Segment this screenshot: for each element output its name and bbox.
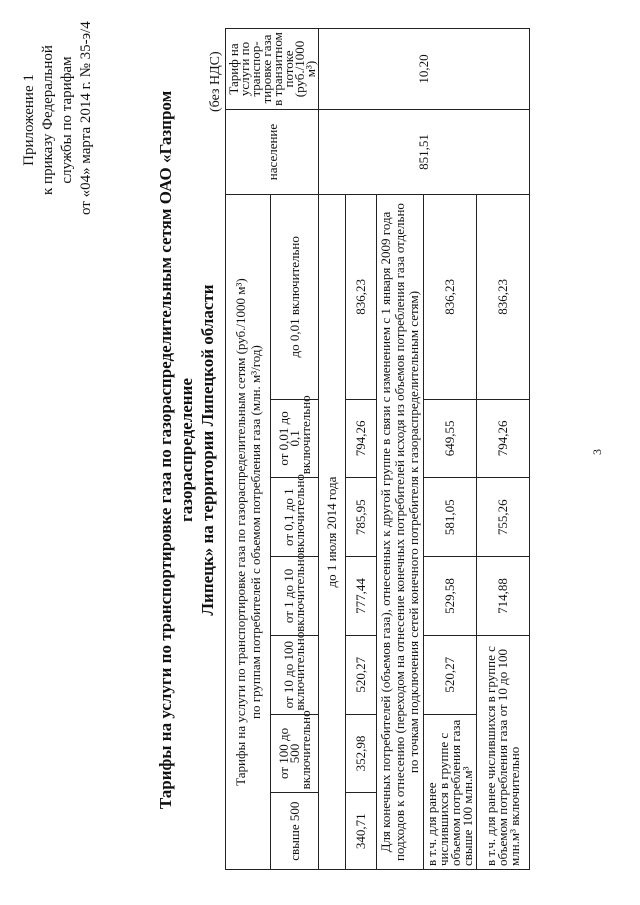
header-transit: Тариф на услуги по транспор-тировке газа в транзитном потоке (руб./1000 м³)	[226, 29, 319, 110]
header-col-over-500: свыше 500	[270, 793, 318, 870]
reclassification-note: Для конечных потребителей (объемов газа), отнесенных к другой группе в связи с изменением с 1 января 2009 года подходов к отнесению (переходом на отнесение конечных потребителей исходя из объемов потребления газа отдельно по точкам подключения сетей конечного потребителя к газораспределительным сетям)	[377, 195, 424, 870]
value-10-100: 520,27	[346, 635, 377, 714]
sub-row-2-value-0.1-1: 755,26	[477, 478, 530, 557]
value-over-500: 340,71	[346, 793, 377, 870]
title-line-1: Тарифы на услуги по транспортировке газа по газораспределительным сетям ОАО «Газпром газораспределение	[156, 90, 196, 810]
annex-line-3: от «04» марта 2014 г. № 35-э/4	[78, 21, 94, 215]
transit-value: 10,20	[319, 29, 530, 110]
header-row-1	[226, 29, 271, 870]
sub-row-2-value-up-to-0.01: 836,23	[477, 195, 530, 399]
tariff-table	[225, 28, 530, 870]
title-line-2: Липецк» на территории Липецкой области	[198, 284, 217, 616]
sub-row-1-value-0.1-1: 581,05	[424, 478, 477, 557]
sub-row-1-value-1-10: 529,58	[424, 557, 477, 636]
page-number: 3	[590, 449, 604, 455]
header-col-1-10: от 1 до 10 включительно	[270, 557, 318, 636]
group-subheader: по группам потребителей с объемом потребления газа (млн. м³/год)	[247, 345, 263, 719]
group-header-cell	[226, 195, 271, 870]
sub-row-2-value-1-10: 714,88	[477, 557, 530, 636]
annex-header	[20, 21, 96, 215]
annex-line-1: к приказу Федеральной	[40, 45, 56, 195]
sub-row-1-value-up-to-0.01: 836,23	[424, 195, 477, 399]
sub-row-2-label: в т.ч. для ранее числившихся в группе с объемом потребления газа от 10 до 100 млн.м³ включительно	[477, 635, 530, 869]
vat-note: (без НДС)	[208, 51, 223, 112]
value-0.01-0.1: 794,26	[346, 399, 377, 478]
header-col-up-to-0.01: до 0,01 включительно	[270, 195, 318, 399]
header-col-100-500: от 100 до 500 включительно	[270, 714, 318, 793]
document-title	[155, 20, 218, 880]
header-col-0.1-1: от 0,1 до 1 включительно	[270, 478, 318, 557]
annex-label: Приложение 1	[21, 74, 37, 166]
group-header: Тарифы на услуги по транспортировке газа по газораспределительным сетям (руб./1000 м³)	[232, 278, 248, 786]
sub-row-2-value-0.01-0.1: 794,26	[477, 399, 530, 478]
header-col-10-100: от 10 до 100 включительно	[270, 635, 318, 714]
annex-line-2: службы по тарифам	[59, 56, 75, 184]
value-100-500: 352,98	[346, 714, 377, 793]
sub-row-1-label: в т.ч. для ранее числившихся в группе с объемом потребления газа свыше 100 млн.м³	[424, 714, 477, 869]
header-col-0.01-0.1: от 0,01 до 0,1 включительно	[270, 399, 318, 478]
value-up-to-0.01: 836,23	[346, 195, 377, 399]
sub-row-1-value-10-100: 520,27	[424, 635, 477, 714]
sub-row-1-value-0.01-0.1: 649,55	[424, 399, 477, 478]
period-row	[319, 29, 346, 870]
value-1-10: 777,44	[346, 557, 377, 636]
value-0.1-1: 785,95	[346, 478, 377, 557]
header-population: население	[226, 109, 319, 194]
population-value: 851,51	[319, 109, 530, 194]
period-label: до 1 июля 2014 года	[319, 195, 346, 870]
